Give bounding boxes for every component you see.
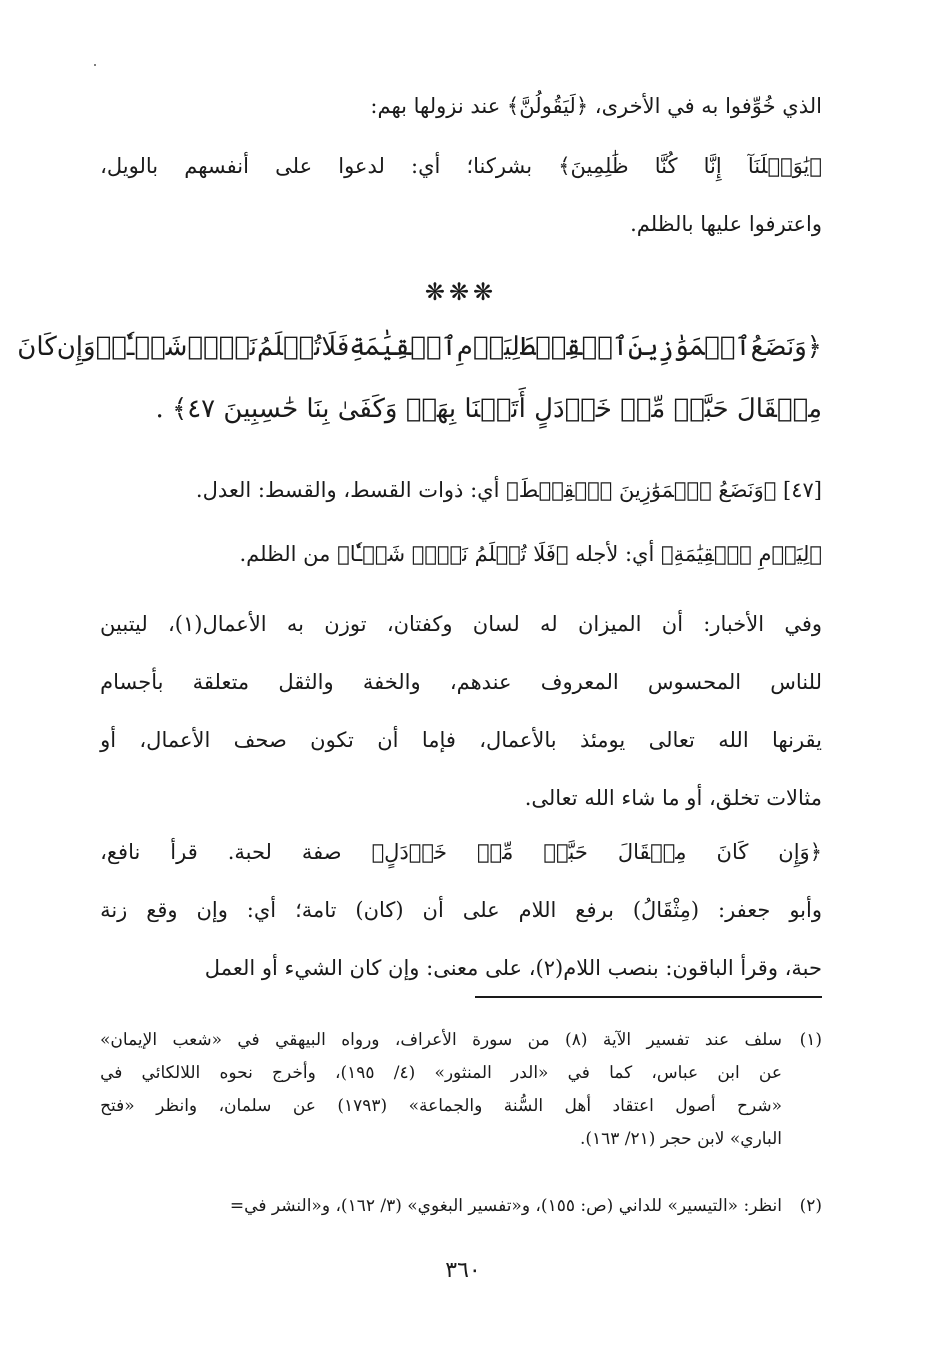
- scan-speck: [94, 64, 96, 66]
- text-line: مثالات تخلق، أو ما شاء الله تعالى.: [524, 786, 822, 810]
- text-line: ﴿وَنَضَعُ ٱلۡمَوَٰزِينَ ٱلۡقِسۡطَ لِيَوۡمِ ٱلۡقِيَٰمَةِ فَلَا تُظۡلَمُ نَفۡسٞ شَيۡـٔٗاۖ وَإِن كَانَ: [17, 332, 822, 362]
- footnote-line: [100, 1129, 822, 1162]
- text-line: الذي خُوِّفوا به في الأخرى، ﴿لَيَقُولُنَّ﴾ عند نزولها بهم:: [370, 94, 822, 118]
- footnote-number: (٢): [799, 1196, 822, 1216]
- text-line: ﴿يَٰوَيۡلَنَآ إِنَّا كُنَّا ظَٰلِمِينَ﴾ بشركنا؛ أي: لدعوا على أنفسهم بالويل،: [100, 154, 822, 178]
- paragraph-verse-woe: [100, 154, 822, 270]
- text-line: وأبو جعفر: (مِثْقَالُ) برفع اللام على أن (كان) تامة؛ أي: وإن وقع زنة: [100, 898, 822, 922]
- text-line: ﴿وَإِن كَانَ مِثۡقَالَ حَبَّةٖ مِّنۡ خَرۡدَلٍ﴾ صفة لحبة. قرأ نافع،: [100, 840, 822, 864]
- footnote-number: (١): [799, 1030, 822, 1050]
- paragraph-akhbar: [100, 612, 822, 844]
- text-line: وفي الأخبار: أن الميزان له لسان وكفتان، توزن به الأعمال(١)، ليتبين: [100, 612, 822, 636]
- footnote-text: سلف عند تفسير الآية (٨) من سورة الأعراف، ورواه البيهقي في «شعب الإيمان»: [100, 1030, 782, 1050]
- paragraph-tafsir-47: [100, 478, 822, 536]
- quran-verse-47: [17, 332, 822, 456]
- text-line: يقرنها الله تعالى يومئذ بالأعمال، فإما أن تكون صحف الأعمال، أو: [100, 728, 822, 752]
- footnote-line: [100, 1030, 822, 1063]
- footnote-separator: [475, 996, 822, 998]
- footnote-text: «شرح أصول اعتقاد أهل السُّنة والجماعة» (١٧٩٣) عن سلمان، وانظر «فتح: [100, 1096, 782, 1116]
- text-line: للناس المحسوس المعروف عندهم، والخفة والثقل متعلقة بأجسام: [100, 670, 822, 694]
- text-line: [٤٧] ﴿وَنَضَعُ ٱلۡمَوَٰزِينَ ٱلۡقِسۡطَ﴾ أي: ذوات القسط، والقسط: العدل.: [195, 478, 822, 502]
- footnote-text: عن ابن عباس، كما في «الدر المنثور» (٤/ ١٩٥)، وأخرج نحوه اللالكائي في: [100, 1063, 782, 1083]
- footnote-line: [100, 1063, 822, 1096]
- page-number: ٣٦٠: [445, 1258, 481, 1283]
- text-line: مِثۡقَالَ حَبَّةٖ مِّنۡ خَرۡدَلٍ أَتَيۡنَا بِهَاۗ وَكَفَىٰ بِنَا حَٰسِبِينَ ٤٧﴾ .: [155, 394, 822, 424]
- paragraph-day-of-judgment: [100, 542, 822, 600]
- footnote-1: [100, 1030, 822, 1162]
- footnote-line: [100, 1096, 822, 1129]
- text-line: واعترفوا عليها بالظلم.: [630, 212, 822, 236]
- footnote-text: انظر: «التيسير» للداني (ص: ١٥٥)، و«تفسير البغوي» (٣/ ١٦٢)، و«النشر في=: [229, 1196, 782, 1216]
- text-line: ﴿لِيَوۡمِ ٱلۡقِيَٰمَةِ﴾ أي: لأجله ﴿فَلَا تُظۡلَمُ نَفۡسٞ شَيۡـٔٗا﴾ من الظلم.: [239, 542, 822, 566]
- footnote-line: [100, 1196, 822, 1229]
- section-stars: ❋❋❋: [424, 278, 498, 306]
- footnote-text: الباري» لابن حجر (٢١/ ١٦٣).: [579, 1129, 782, 1149]
- text-line: حبة، وقرأ الباقون: بنصب اللام(٢)، على معنى: وإن كان الشيء أو العمل: [204, 956, 822, 980]
- paragraph-intro: [100, 94, 822, 152]
- paragraph-qiraat: [100, 840, 822, 1014]
- footnote-2: [100, 1196, 822, 1229]
